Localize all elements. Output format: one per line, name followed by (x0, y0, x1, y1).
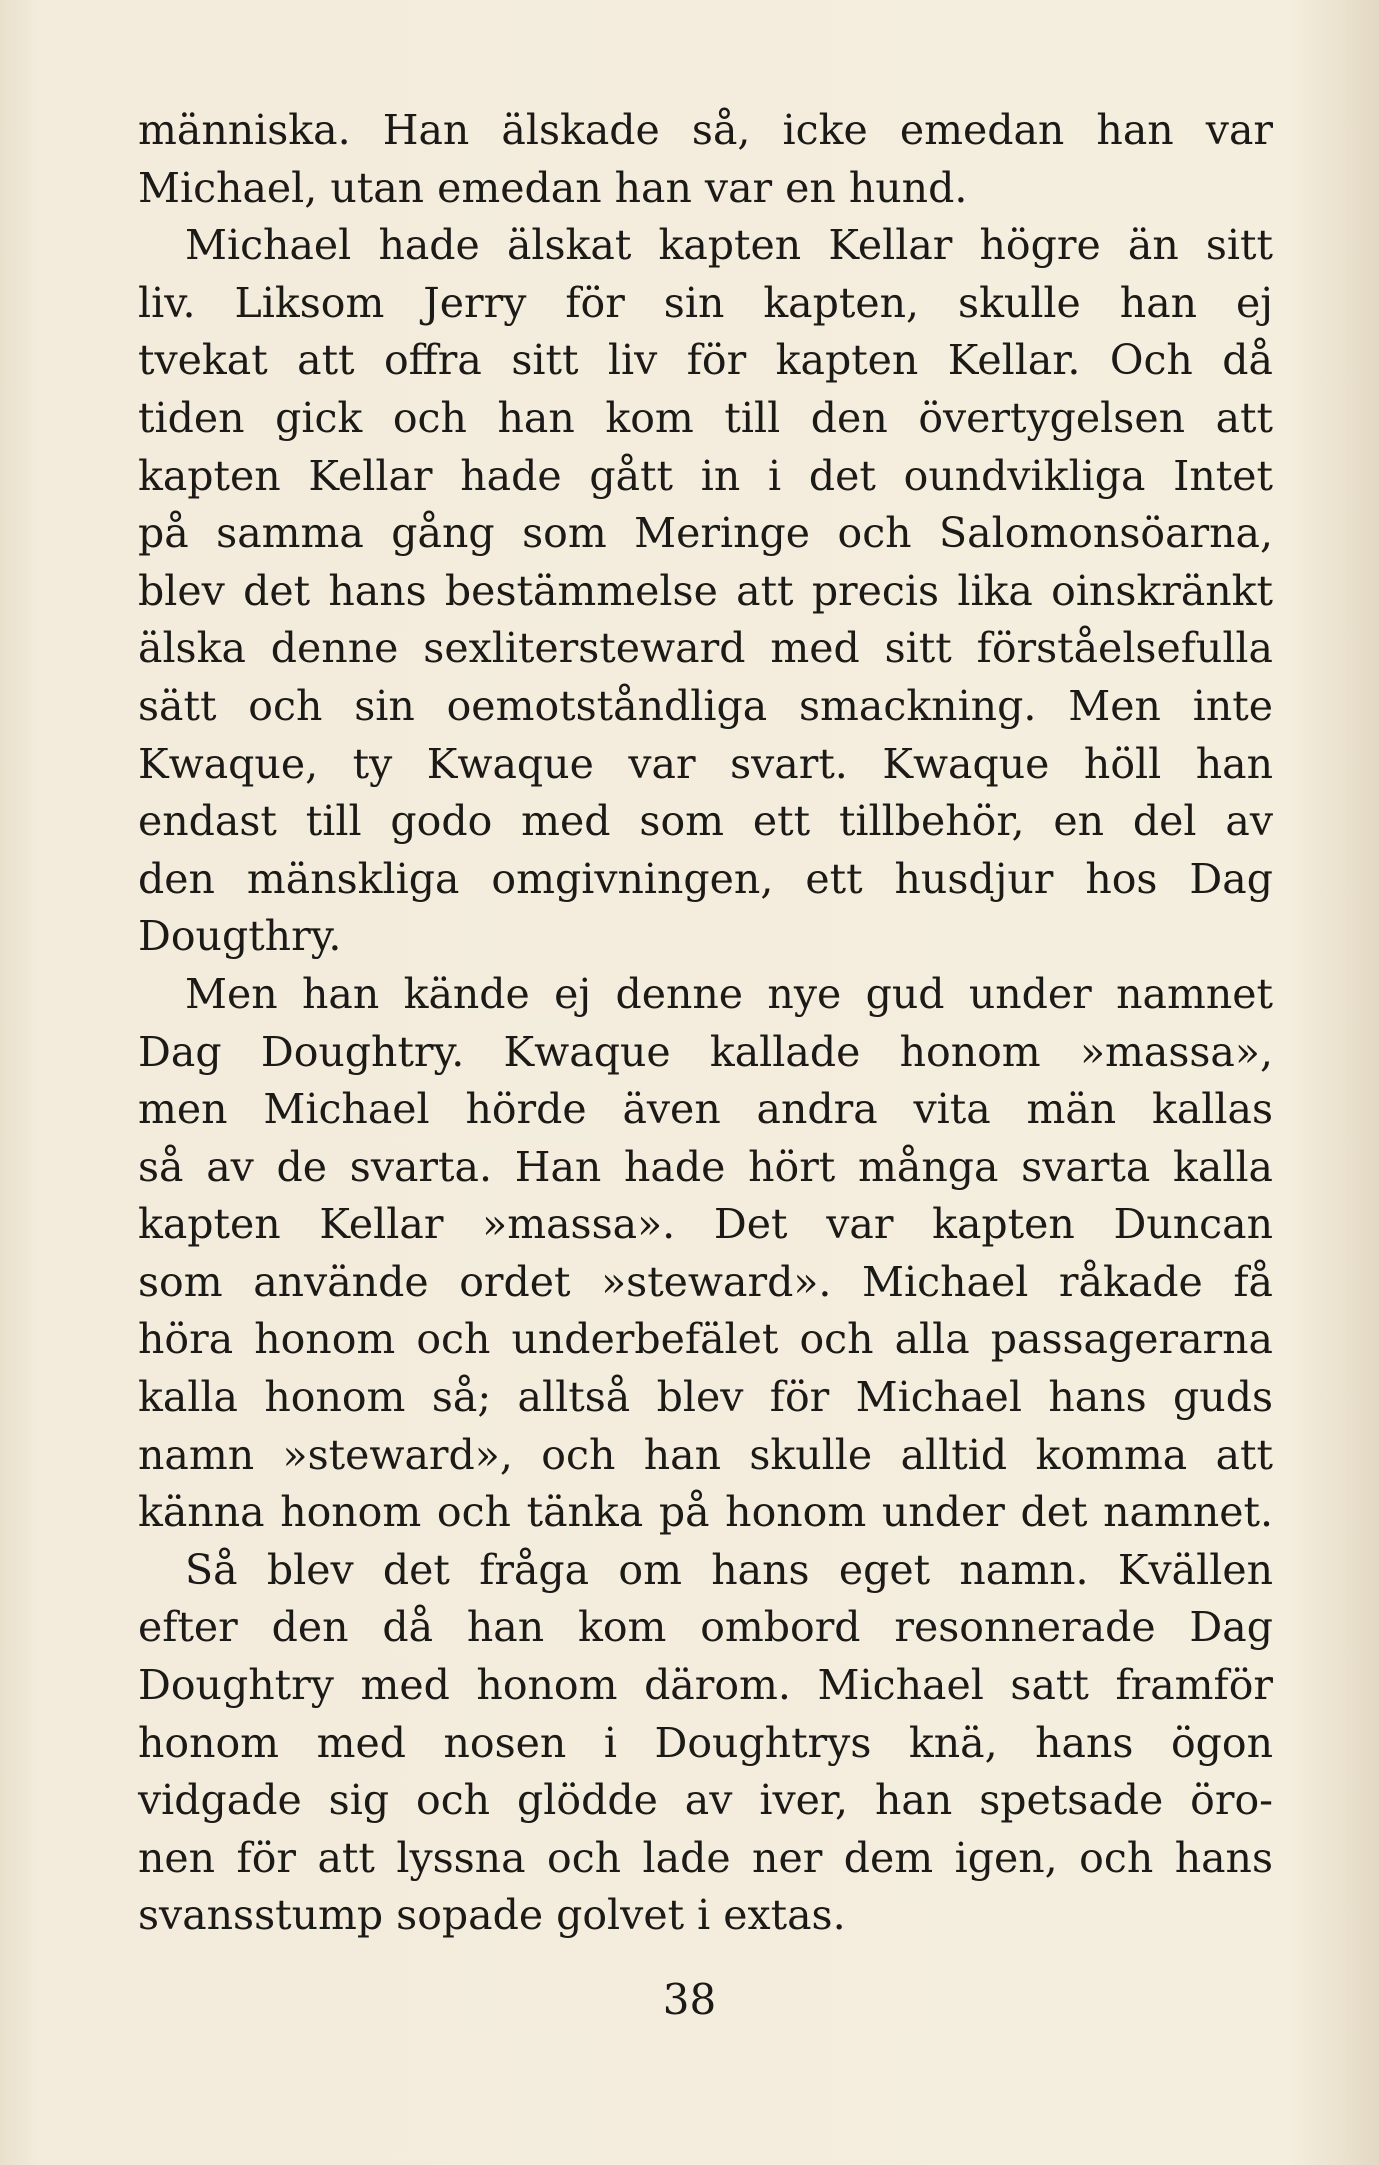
text-line: Dag Doughtry. Kwaque kallade honom »massa», (138, 1027, 1273, 1076)
text-line: nen för att lyssna och lade ner dem igen, och hans (138, 1833, 1273, 1882)
text-line: Så blev det fråga om hans eget namn. Kvällen (185, 1545, 1273, 1594)
text-line: liv. Liksom Jerry för sin kapten, skulle han ej (138, 278, 1273, 327)
text-line: kalla honom så; alltså blev för Michael hans guds (138, 1373, 1273, 1422)
text-line: vidgade sig och glödde av iver, han spetsade öro- (138, 1776, 1273, 1825)
text-line: så av de svarta. Han hade hört många svarta kalla (138, 1142, 1273, 1191)
text-line: svansstump sopade golvet i extas. (138, 1891, 846, 1940)
text-line: kapten Kellar »massa». Det var kapten Duncan (138, 1200, 1273, 1249)
text-line: endast till godo med som ett tillbehör, en del av (138, 797, 1273, 846)
text-line: Kwaque, ty Kwaque var svart. Kwaque höll han (138, 739, 1273, 788)
text-line: älska denne sexlitersteward med sitt förståelsefulla (138, 624, 1273, 673)
text-line: tiden gick och han kom till den övertygelsen att (138, 393, 1273, 442)
text-line: men Michael hörde även andra vita män kallas (138, 1085, 1273, 1134)
text-line: Doughtry med honom därom. Michael satt framför (138, 1661, 1273, 1710)
text-line: Michael hade älskat kapten Kellar högre än sitt (185, 221, 1273, 270)
text-line: människa. Han älskade så, icke emedan han var (138, 106, 1273, 154)
text-line: som använde ordet »steward». Michael råkade få (138, 1257, 1273, 1306)
text-line: blev det hans bestämmelse att precis lika oinskränkt (138, 566, 1273, 615)
text-line: höra honom och underbefälet och alla passagerarna (138, 1315, 1273, 1364)
text-line: efter den då han kom ombord resonnerade Dag (138, 1603, 1273, 1652)
text-line: tvekat att offra sitt liv för kapten Kellar. Och då (138, 336, 1273, 385)
text-line: namn »steward», och han skulle alltid komma att (138, 1430, 1273, 1479)
text-line: Michael, utan emedan han var en hund. (138, 163, 968, 212)
text-line: kapten Kellar hade gått in i det oundvikliga Intet (138, 451, 1273, 500)
text-line: på samma gång som Meringe och Salomonsöarna, (138, 509, 1273, 558)
text-line: Men han kände ej denne nye gud under namnet (185, 969, 1273, 1018)
text-line: honom med nosen i Doughtrys knä, hans ögon (138, 1718, 1273, 1767)
text-line: den mänskliga omgivningen, ett husdjur hos Dag (138, 854, 1273, 903)
body-text (138, 102, 1273, 1945)
page-number: 38 (662, 1975, 717, 2024)
text-line: sätt och sin oemotståndliga smackning. Men inte (138, 681, 1273, 730)
text-line: Dougthry. (138, 912, 342, 961)
text-line: känna honom och tänka på honom under det namnet. (138, 1488, 1273, 1537)
